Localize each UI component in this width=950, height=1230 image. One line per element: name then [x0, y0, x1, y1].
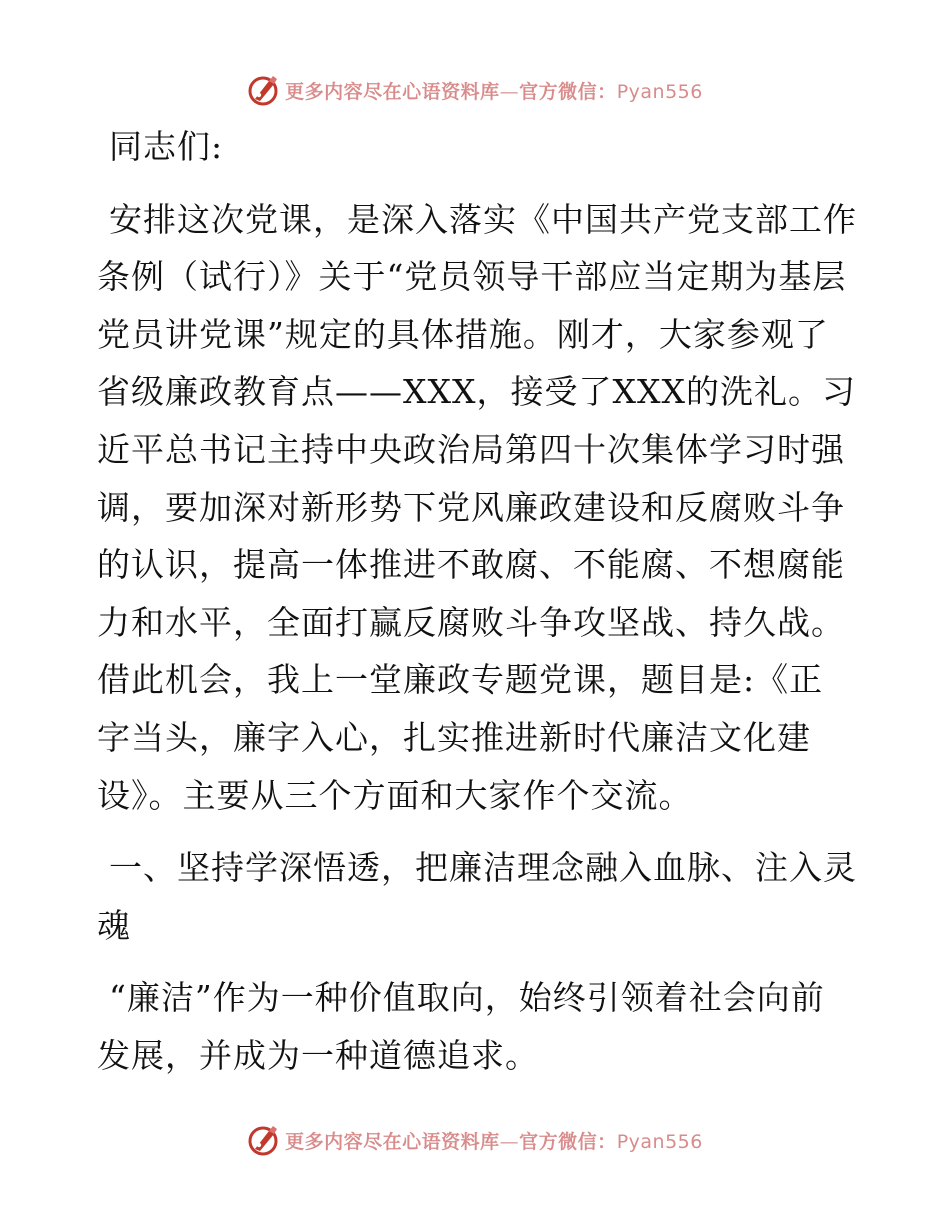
- watermark-text: [285, 1127, 703, 1154]
- watermark-separator: —: [499, 1130, 520, 1153]
- document-body: [97, 118, 857, 1085]
- footer-watermark: [0, 1120, 950, 1160]
- pen-logo-icon: [247, 73, 281, 107]
- watermark-contact: 官方微信：: [519, 80, 617, 103]
- header-watermark: [0, 70, 950, 110]
- section-heading-1: 一、坚持学深悟透，把廉洁理念融入血脉、注入灵魂: [97, 848, 857, 945]
- salutation: 同志们:: [109, 127, 224, 166]
- watermark-text: [285, 77, 703, 104]
- watermark-contact: 官方微信：: [519, 1130, 617, 1153]
- paragraph-section-1: “廉洁”作为一种价值取向，始终引领着社会向前发展，并成为一种道德追求。: [97, 978, 825, 1075]
- watermark-id: Pyan556: [616, 1130, 703, 1153]
- watermark-main: 更多内容尽在心语资料库: [285, 80, 500, 103]
- watermark-main: 更多内容尽在心语资料库: [285, 1130, 500, 1153]
- watermark-separator: —: [499, 80, 520, 103]
- paragraph-intro: 安排这次党课，是深入落实《中国共产党支部工作条例（试行）》关于“党员领导干部应当定期为基层党员讲党课”规定的具体措施。刚才，大家参观了省级廉政教育点——XXX，接受了XXX的洗礼。习近平总书记主持中央政治局第四十次集体学习时强调，要加深对新形势下党风廉政建设和反腐败斗争的认识，提高一体推进不敢腐、不能腐、不想腐能力和水平，全面打赢反腐败斗争攻坚战、持久战。借此机会，我上一堂廉政专题党课，题目是:《正字当头，廉字入心，扎实推进新时代廉洁文化建设》。主要从三个方面和大家作个交流。: [97, 199, 857, 815]
- watermark-id: Pyan556: [616, 80, 703, 103]
- pen-logo-icon: [247, 1123, 281, 1157]
